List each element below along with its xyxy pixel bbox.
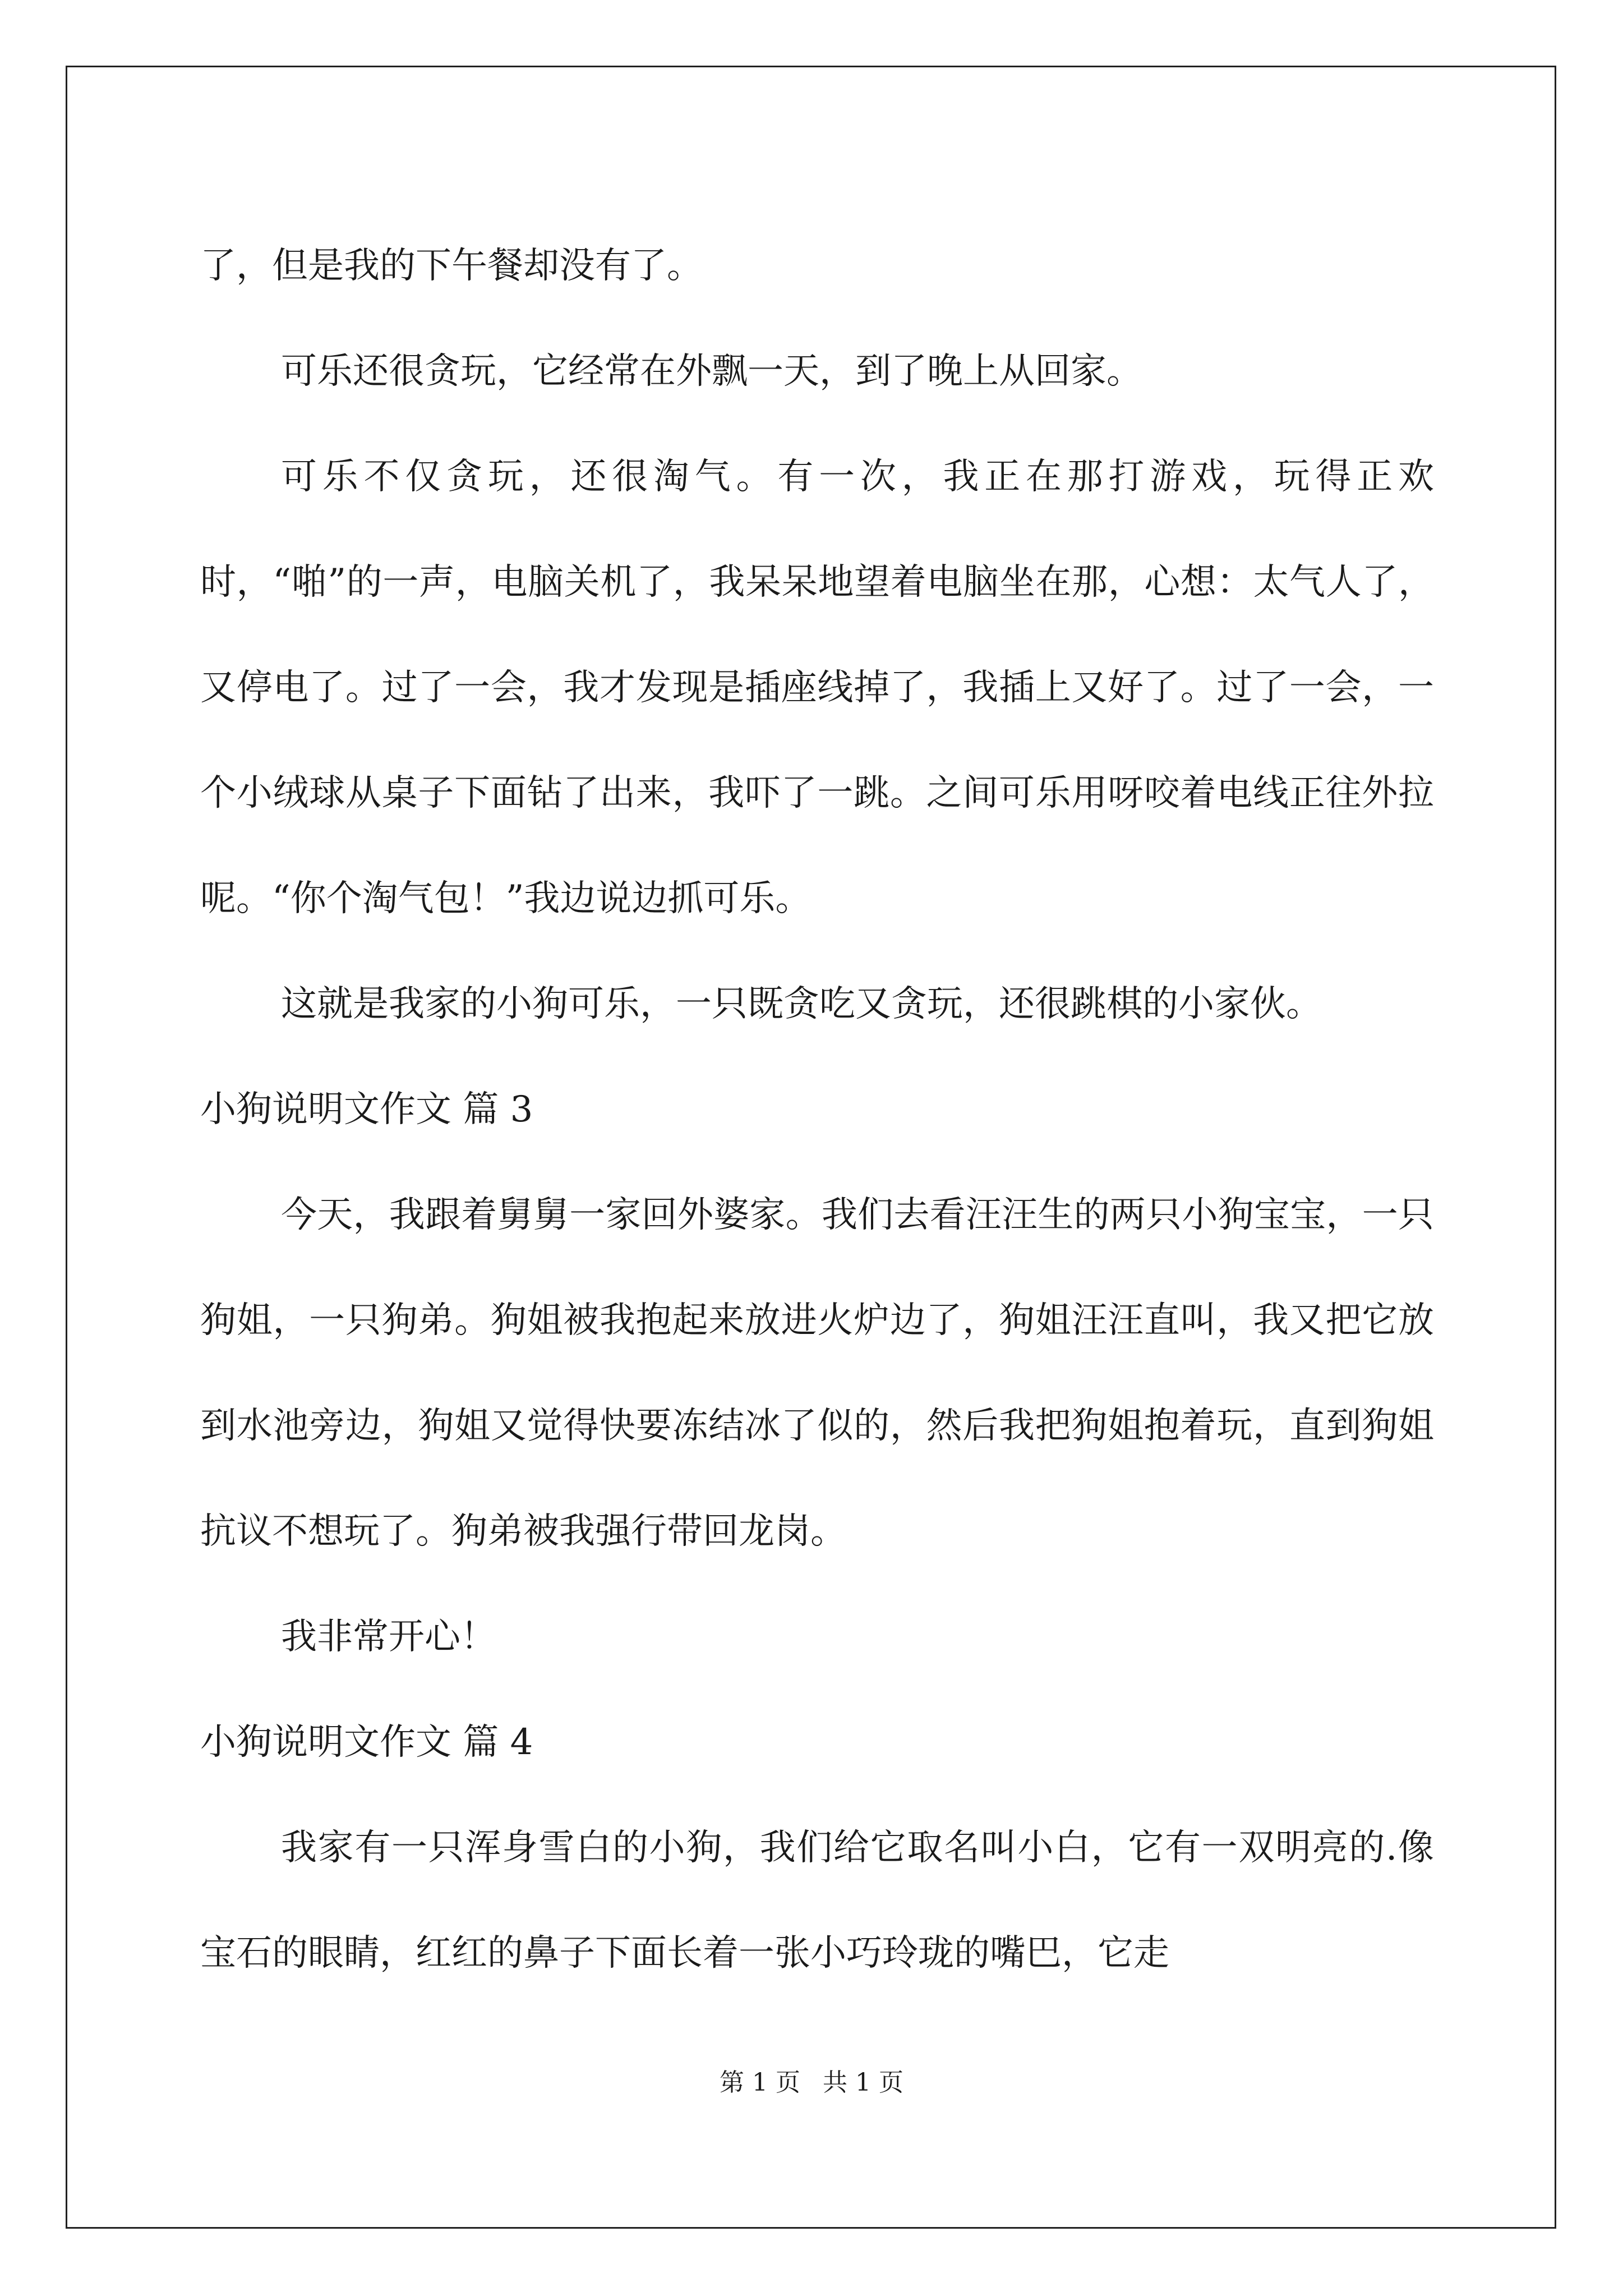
page-total: 共 1 页 <box>823 2068 903 2097</box>
paragraph: 今天，我跟着舅舅一家回外婆家。我们去看汪汪生的两只小狗宝宝，一只狗姐，一只狗弟。狗姐被我抱起来放进火炉边了，狗姐汪汪直叫，我又把它放到水池旁边，狗姐又觉得快要冻结冰了似的，然后我把狗姐抱着玩，直到狗姐抗议不想玩了。狗弟被我强行带回龙岗。 <box>200 1194 1434 1552</box>
paragraph: 我家有一只浑身雪白的小狗，我们给它取名叫小白，它有一双明亮的.像宝石的眼睛，红红的鼻子下面长着一张小巧玲珑的嘴巴，它走 <box>200 1827 1434 1974</box>
paragraph: 了，但是我的下午餐却没有了。 <box>200 245 703 287</box>
section-heading: 小狗说明文作文 篇 4 <box>200 1722 533 1763</box>
page-number: 第 1 页 <box>720 2068 800 2097</box>
section-heading: 小狗说明文作文 篇 3 <box>200 1089 533 1130</box>
document-body <box>200 213 1434 2006</box>
page-footer <box>0 2062 1623 2098</box>
paragraph: 可乐还很贪玩，它经常在外飘一天，到了晚上从回家。 <box>281 351 1142 392</box>
paragraph: 可乐不仅贪玩，还很淘气。有一次，我正在那打游戏，玩得正欢时，“啪”的一声，电脑关机了，我呆呆地望着电脑坐在那，心想：太气人了，又停电了。过了一会，我才发现是插座线掉了，我插上又好了。过了一会，一个小绒球从桌子下面钻了出来，我吓了一跳。之间可乐用呀咬着电线正往外拉呢。“你个淘气包！”我边说边抓可乐。 <box>200 456 1434 919</box>
paragraph: 我非常开心！ <box>281 1616 496 1658</box>
paragraph: 这就是我家的小狗可乐，一只既贪吃又贪玩，还很跳棋的小家伙。 <box>281 983 1322 1025</box>
